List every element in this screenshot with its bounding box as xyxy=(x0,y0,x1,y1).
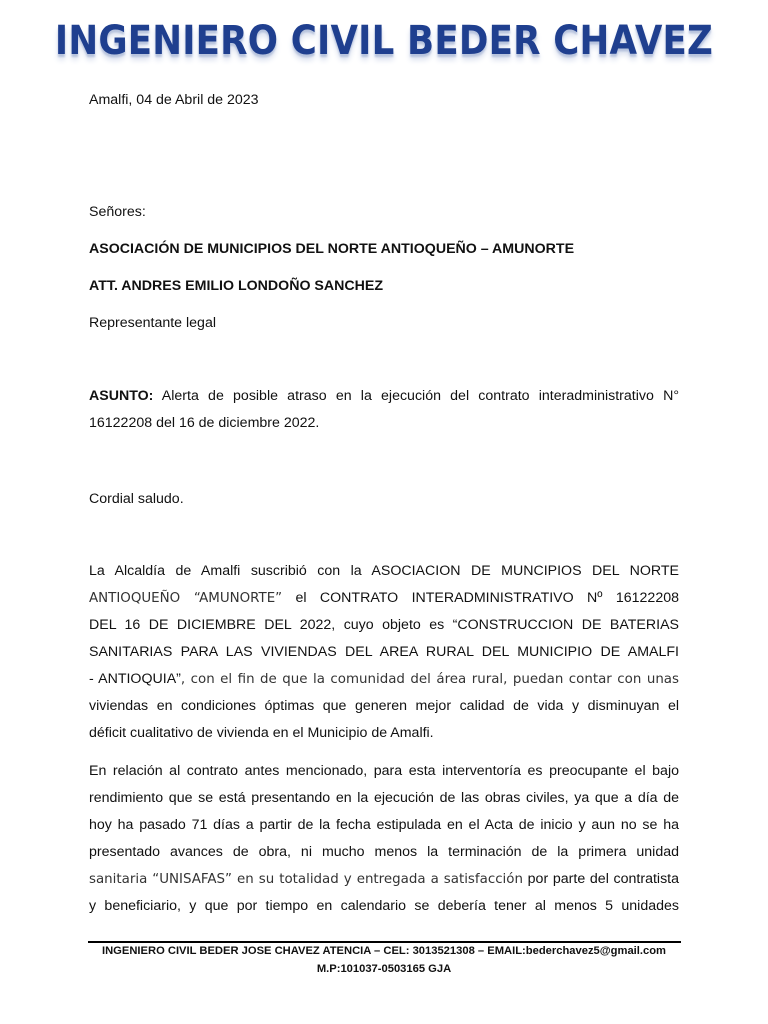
paragraph-line: En relación al contrato antes mencionado, para esta interventoría es preocupante el bajo xyxy=(89,763,679,779)
paragraph-segment: ANTIOQUEÑO “AMUNORTE” xyxy=(89,591,283,606)
footer-divider xyxy=(88,941,681,943)
paragraph-line: presentado avances de obra, ni mucho menos la terminación de la primera unidad xyxy=(89,844,679,860)
subject-line-1 xyxy=(89,383,679,410)
subject-label: ASUNTO: xyxy=(89,388,154,404)
paragraph-segment: por parte del contratista xyxy=(522,871,679,887)
footer-registration: M.P:101037-0503165 GJA xyxy=(316,963,452,975)
body-paragraph-1 xyxy=(89,558,679,747)
paragraph-segment: , con el fin de que la comunidad del área rural, puedan contar con unas xyxy=(180,672,679,687)
recipient-role: Representante legal xyxy=(89,315,216,331)
salutation: Señores: xyxy=(89,204,146,220)
paragraph-line xyxy=(89,585,679,612)
paragraph-line: DEL 16 DE DICIEMBRE DEL 2022, cuyo objeto es “CONSTRUCCION DE BATERIAS xyxy=(89,617,679,633)
paragraph-segment: - ANTIOQUIA” xyxy=(89,671,181,687)
greeting: Cordial saludo. xyxy=(89,491,184,507)
paragraph-line: SANITARIAS PARA LAS VIVIENDAS DEL AREA RURAL DEL MUNICIPIO DE AMALFI xyxy=(89,644,679,660)
paragraph-segment: sanitaria “UNISAFAS” en su totalidad y entregada a satisfacción xyxy=(89,872,523,887)
recipient-organization: ASOCIACIÓN DE MUNICIPIOS DEL NORTE ANTIOQUEÑO – AMUNORTE xyxy=(89,241,575,257)
letter-date: Amalfi, 04 de Abril de 2023 xyxy=(89,92,259,108)
body-paragraph-2 xyxy=(89,758,679,920)
paragraph-segment: el CONTRATO INTERADMINISTRATIVO Nº 16122208 xyxy=(282,590,679,606)
paragraph-line: viviendas en condiciones óptimas que generen mejor calidad de vida y disminuyan el xyxy=(89,698,679,714)
paragraph-line xyxy=(89,866,679,893)
paragraph-line: rendimiento que se está presentando en la ejecución de las obras civiles, ya que a día de xyxy=(89,790,679,806)
paragraph-line: La Alcaldía de Amalfi suscribió con la ASOCIACION DE MUNCIPIOS DEL NORTE xyxy=(89,563,679,579)
subject-block xyxy=(89,383,679,437)
letterhead-title: INGENIERO CIVIL BEDER CHAVEZ xyxy=(54,18,714,64)
paragraph-line: y beneficiario, y que por tiempo en calendario se debería tener al menos 5 unidades xyxy=(89,898,679,914)
recipient-attention: ATT. ANDRES EMILIO LONDOÑO SANCHEZ xyxy=(89,278,383,294)
paragraph-line: hoy ha pasado 71 días a partir de la fecha estipulada en el Acta de inicio y aun no se ha xyxy=(89,817,679,833)
paragraph-line: déficit cualitativo de vivienda en el Municipio de Amalfi. xyxy=(89,725,434,741)
footer-contact: INGENIERO CIVIL BEDER JOSE CHAVEZ ATENCIA – CEL: 3013521308 – EMAIL:bederchavez5@gmail.com xyxy=(101,945,667,957)
paragraph-line xyxy=(89,666,679,693)
subject-text: Alerta de posible atraso en la ejecución del contrato interadministrativo N° xyxy=(161,388,679,404)
subject-line-2: 16122208 del 16 de diciembre 2022. xyxy=(89,415,320,431)
